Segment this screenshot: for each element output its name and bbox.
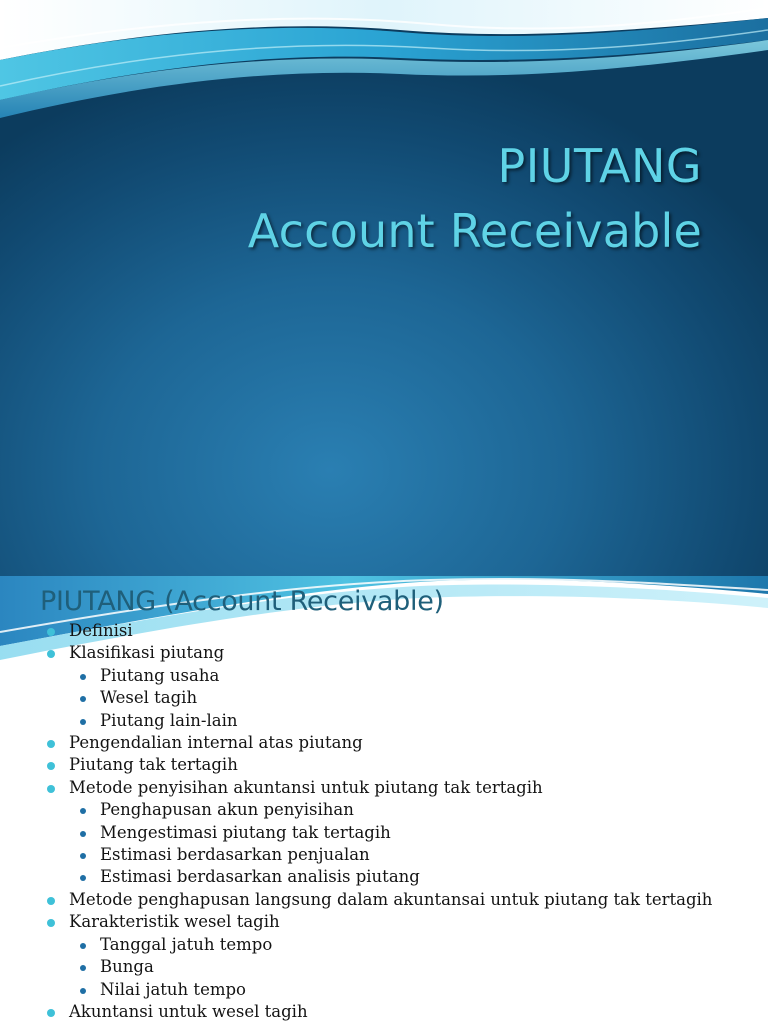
bullet-dot-icon (80, 831, 86, 837)
outline-slide (0, 576, 768, 1024)
bullet-text: Estimasi berdasarkan penjualan (100, 845, 370, 865)
bullet-item (0, 620, 768, 642)
bullet-dot-icon (47, 1009, 55, 1017)
sub-bullet-item (0, 866, 768, 888)
bullet-dot-icon (80, 853, 86, 859)
sub-bullet-item (0, 799, 768, 821)
bullet-dot-icon (47, 762, 55, 770)
bullet-dot-icon (47, 650, 55, 658)
sub-bullet-item (0, 979, 768, 1001)
bullet-item (0, 754, 768, 776)
bullet-text: Estimasi berdasarkan analisis piutang (100, 867, 420, 887)
sub-bullet-item (0, 822, 768, 844)
sub-bullet-item (0, 665, 768, 687)
bullet-item (0, 642, 768, 664)
bullet-text: Bunga (100, 957, 154, 977)
sub-bullet-item (0, 687, 768, 709)
sub-bullet-item (0, 710, 768, 732)
bullet-dot-icon (47, 897, 55, 905)
bullet-dot-icon (80, 965, 86, 971)
bullet-text: Nilai jatuh tempo (100, 979, 246, 999)
bullet-text: Metode penyisihan akuntansi untuk piutang tak tertagih (69, 777, 543, 797)
bullet-item (0, 732, 768, 754)
bullet-text: Piutang lain-lain (100, 710, 238, 730)
bullet-dot-icon (80, 988, 86, 994)
bullet-text: Tanggal jatuh tempo (100, 934, 273, 954)
bullet-item (0, 911, 768, 933)
bullet-text: Mengestimasi piutang tak tertagih (100, 822, 391, 842)
bullet-item (0, 1001, 768, 1023)
bullet-dot-icon (47, 919, 55, 927)
bullet-text: Wesel tagih (100, 688, 198, 708)
bullet-text: Akuntansi untuk wesel tagih (69, 1001, 308, 1021)
slide-title-main: PIUTANG (497, 139, 702, 193)
bullet-dot-icon (47, 740, 55, 748)
bullet-text: Pengendalian internal atas piutang (69, 733, 363, 753)
bullet-item (0, 889, 768, 911)
bullet-text: Definisi (69, 621, 133, 640)
bullet-dot-icon (80, 808, 86, 814)
bullet-text: Metode penghapusan langsung dalam akuntansai untuk piutang tak tertagih (69, 889, 713, 909)
bullet-item (0, 777, 768, 799)
slide-title-sub: Account Receivable (247, 204, 702, 258)
bullet-dot-icon (80, 875, 86, 881)
bullet-dot-icon (80, 943, 86, 949)
bullet-text: Karakteristik wesel tagih (69, 912, 280, 932)
sub-bullet-item (0, 956, 768, 978)
bullet-dot-icon (47, 628, 55, 636)
bullet-text: Piutang tak tertagih (69, 755, 238, 775)
bullet-text: Piutang usaha (100, 665, 220, 685)
bullet-dot-icon (80, 696, 86, 702)
bullet-dot-icon (80, 674, 86, 680)
sub-bullet-item (0, 844, 768, 866)
bullet-dot-icon (47, 785, 55, 793)
bullet-text: Penghapusan akun penyisihan (100, 800, 354, 820)
bullet-text: Klasifikasi piutang (69, 643, 225, 663)
bullet-dot-icon (80, 719, 86, 725)
outline-list (0, 620, 768, 1023)
outline-title: PIUTANG (Account Receivable) (40, 586, 444, 617)
sub-bullet-item (0, 934, 768, 956)
title-block (248, 136, 702, 266)
